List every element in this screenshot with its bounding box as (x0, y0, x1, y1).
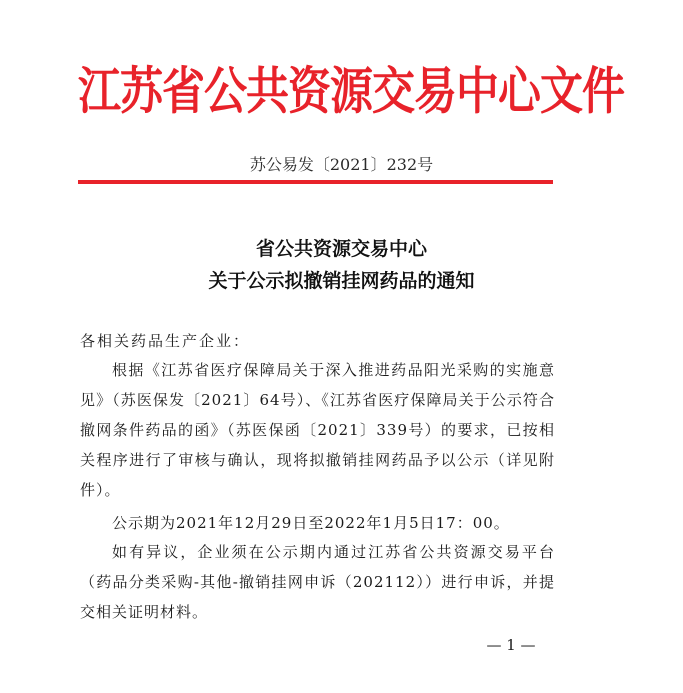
body-paragraph: 公示期为2021年12月29日至2022年1月5日17：00。 (112, 514, 510, 532)
page-number: — 1 — (486, 636, 536, 654)
red-divider (78, 180, 553, 184)
notice-title-line2: 关于公示拟撤销挂网药品的通知 (208, 270, 475, 292)
body-paragraph: 如有异议，企业须在公示期内通过江苏省公共资源交易平台（药品分类采购-其他-撤销挂网申诉（202112））进行申诉，并提交相关证明材料。 (80, 543, 555, 621)
body-paragraph: 根据《江苏省医疗保障局关于深入推进药品阳光采购的实施意见》（苏医保发〔2021〕64号）、《江苏省医疗保障局关于公示符合撤网条件药品的函》（苏医保函〔2021〕339号）的要求，已按相关程序进行了审核与确认，现将拟撤销挂网药品予以公示（详见附件）。 (80, 361, 555, 499)
notice-title-line1: 省公共资源交易中心 (255, 238, 427, 260)
document-number: 苏公易发〔2021〕232号 (249, 155, 434, 174)
document-header: 江苏省公共资源交易中心文件 (78, 62, 624, 122)
salutation: 各相关药品生产企业： (80, 332, 251, 350)
